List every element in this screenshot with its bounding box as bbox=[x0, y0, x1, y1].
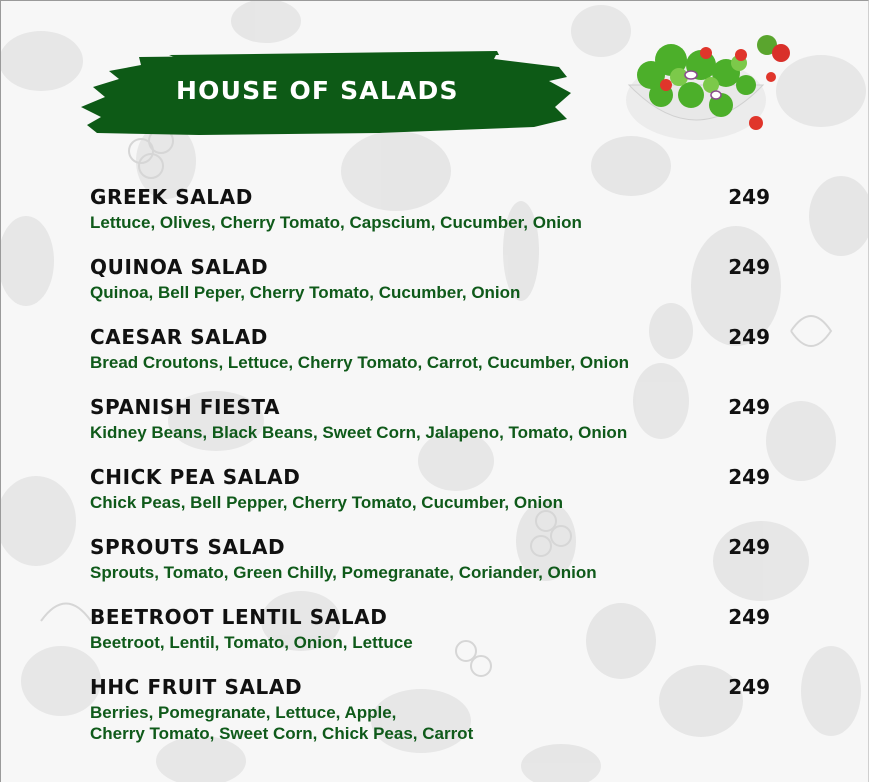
item-price: 249 bbox=[728, 255, 770, 279]
item-description: Sprouts, Tomato, Green Chilly, Pomegranate, Coriander, Onion bbox=[90, 563, 597, 582]
item-name: CAESAR SALAD bbox=[90, 325, 268, 349]
item-price: 249 bbox=[728, 465, 770, 489]
menu-item bbox=[90, 254, 770, 324]
item-description: Chick Peas, Bell Pepper, Cherry Tomato, Cucumber, Onion bbox=[90, 493, 563, 512]
item-description: Lettuce, Olives, Cherry Tomato, Capscium, Cucumber, Onion bbox=[90, 213, 582, 232]
item-name: QUINOA SALAD bbox=[90, 255, 269, 279]
item-price: 249 bbox=[728, 325, 770, 349]
item-price: 249 bbox=[728, 535, 770, 559]
title-banner bbox=[79, 49, 579, 141]
item-name: SPANISH FIESTA bbox=[90, 395, 281, 419]
item-description: Quinoa, Bell Peper, Cherry Tomato, Cucumber, Onion bbox=[90, 283, 521, 302]
menu-item bbox=[90, 674, 770, 754]
menu-item bbox=[90, 604, 770, 674]
menu-item bbox=[90, 324, 770, 394]
menu-item bbox=[90, 464, 770, 534]
page-title: HOUSE OF SALADS bbox=[176, 76, 459, 105]
menu-item bbox=[90, 534, 770, 604]
item-name: BEETROOT LENTIL SALAD bbox=[90, 605, 388, 629]
item-name: SPROUTS SALAD bbox=[90, 535, 286, 559]
item-price: 249 bbox=[728, 605, 770, 629]
item-description: Berries, Pomegranate, Lettuce, Apple, bbox=[90, 703, 397, 722]
item-description: Beetroot, Lentil, Tomato, Onion, Lettuce bbox=[90, 633, 413, 652]
item-description-line-2: Cherry Tomato, Sweet Corn, Chick Peas, Carrot bbox=[90, 724, 474, 743]
item-description: Kidney Beans, Black Beans, Sweet Corn, Jalapeno, Tomato, Onion bbox=[90, 423, 628, 442]
item-name: HHC FRUIT SALAD bbox=[90, 675, 303, 699]
item-name: CHICK PEA SALAD bbox=[90, 465, 301, 489]
item-price: 249 bbox=[728, 395, 770, 419]
menu-item bbox=[90, 184, 770, 254]
item-price: 249 bbox=[728, 185, 770, 209]
item-price: 249 bbox=[728, 675, 770, 699]
salad-bowl-image bbox=[621, 15, 791, 145]
menu-item bbox=[90, 394, 770, 464]
item-description: Bread Croutons, Lettuce, Cherry Tomato, Carrot, Cucumber, Onion bbox=[90, 353, 630, 372]
menu-list bbox=[90, 184, 770, 754]
item-name: GREEK SALAD bbox=[90, 185, 253, 209]
